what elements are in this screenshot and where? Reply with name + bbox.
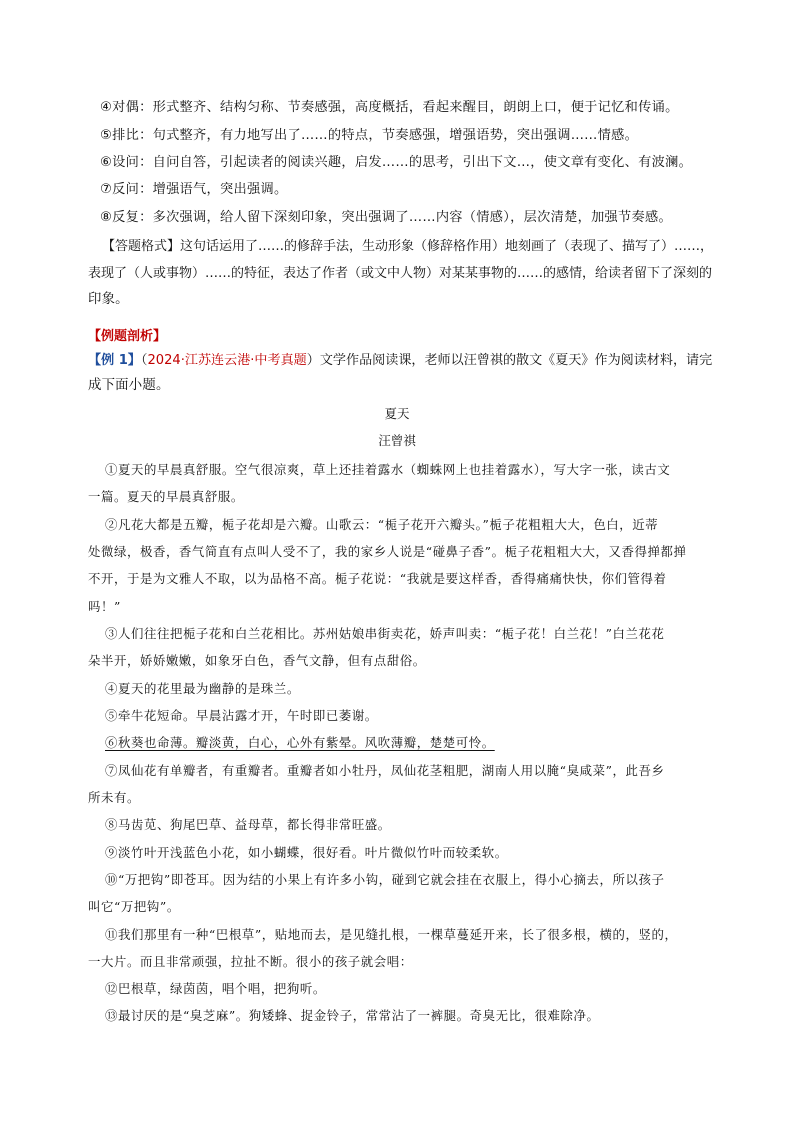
example-prompt-line-1 (88, 349, 712, 368)
example-source: 2024·江苏连云港·中考真题 (147, 353, 307, 368)
essay-line: 处微绿，极香，香气简直有点叫人受不了，我的家乡人说是“碰鼻子香”。栀子花粗粗大大，又香得掸都掸 (88, 544, 687, 559)
rule-rhetorical-question-answered: ⑥设问：自问自答，引起读者的阅读兴趣，启发……的思考，引出下文…，使文章有变化、有波澜。 (100, 155, 693, 170)
essay-line: ②凡花大都是五瓣，栀子花却是六瓣。山歌云：“栀子花开六瓣头。”栀子花粗粗大大，色白，近蒂 (105, 517, 659, 532)
example-label: 【例 1】 (88, 353, 141, 368)
answer-format-line-3: 印象。 (88, 292, 129, 307)
rule-antithesis: ④对偶：形式整齐、结构匀称、节奏感强，高度概括，看起来醒目，朗朗上口，便于记忆和传诵。 (100, 100, 679, 115)
example-source-open: （ (140, 353, 148, 368)
example-prompt-text: 文学作品阅读课，老师以汪曾祺的散文《夏天》作为阅读材料，请完 (319, 353, 713, 368)
essay-line: 所未有。 (88, 790, 140, 805)
essay-underlined-line: ⑥秋葵也命薄。瓣淡黄，白心，心外有紫晕。风吹薄瓣，楚楚可怜。 (105, 735, 495, 750)
essay-line: ⑤牵牛花短命。早晨沾露才开，午时即已萎谢。 (105, 708, 378, 723)
essay-line: ⑫巴根草，绿茵茵，唱个唱，把狗听。 (105, 981, 326, 996)
rule-rhetorical-question: ⑦反问：增强语气，突出强调。 (100, 182, 288, 197)
section-title: 【例题剖析】 (88, 329, 167, 344)
essay-line: 叫它“万把钩”。 (88, 899, 180, 914)
essay-line: 一篇。夏天的早晨真舒服。 (88, 489, 244, 504)
essay-title: 夏天 (384, 406, 410, 421)
essay-line: ⑪我们那里有一种“巴根草”，贴地而去，是见缝扎根，一棵草蔓延开来，长了很多根，横的，竖的， (105, 927, 678, 942)
essay-line: ⑨淡竹叶开浅蓝色小花，如小蝴蝶，很好看。叶片微似竹叶而较柔软。 (105, 845, 508, 860)
essay-line: ⑩“万把钩”即苍耳。因为结的小果上有许多小钩，碰到它就会挂在衣服上，得小心摘去，所以孩子 (105, 872, 665, 887)
essay-line: 不开，于是为文雅人不取，以为品格不高。栀子花说：“我就是要这样香，香得痛痛快快，你们管得着 (88, 571, 667, 586)
essay-line: 一大片。而且非常顽强，拉扯不断。很小的孩子就会唱： (88, 954, 413, 969)
essay-line: ①夏天的早晨真舒服。空气很凉爽，草上还挂着露水（蜘蛛网上也挂着露水），写大字一张，读古文 (105, 462, 671, 477)
essay-line: ⑦凤仙花有单瓣者，有重瓣者。重瓣者如小牡丹，凤仙花茎粗肥，湖南人用以腌“臭咸菜”，此吾乡 (105, 763, 665, 778)
essay-line: ⑬最讨厌的是“臭芝麻”。狗矮蜂、捉金铃子，常常沾了一裤腿。奇臭无比，很难除净。 (105, 1008, 600, 1023)
rule-repetition: ⑧反复：多次强调，给人留下深刻印象，突出强调了……内容（情感），层次清楚，加强节奏感。 (100, 210, 672, 225)
essay-line: ③人们往往把栀子花和白兰花相比。苏州姑娘串街卖花，娇声叫卖：“栀子花！白兰花！”白兰花花 (105, 626, 665, 641)
answer-format-line-2: 表现了（人或事物）……的特征，表达了作者（或文中人物）对某某事物的……的感情，给读者留下了深刻的 (88, 266, 713, 281)
essay-author: 汪曾祺 (378, 433, 416, 448)
example-prompt-line-2: 成下面小题。 (88, 378, 170, 393)
essay-line: ⑧马齿苋、狗尾巴草、益母草，都长得非常旺盛。 (105, 817, 391, 832)
rule-parallelism: ⑤排比：句式整齐，有力地写出了……的特点，节奏感强，增强语势，突出强调……情感。 (100, 128, 639, 143)
essay-line: 吗！” (88, 599, 121, 614)
answer-format-line-1: 【答题格式】这句话运用了……的修辞手法，生动形象（修辞格作用）地刻画了（表现了、描写了）……， (102, 239, 714, 254)
essay-line: 朵半开，娇娇嫩嫩，如象牙白色，香气文静，但有点甜俗。 (88, 653, 426, 668)
essay-line: ④夏天的花里最为幽静的是珠兰。 (105, 681, 300, 696)
example-source-close: ） (306, 353, 320, 368)
